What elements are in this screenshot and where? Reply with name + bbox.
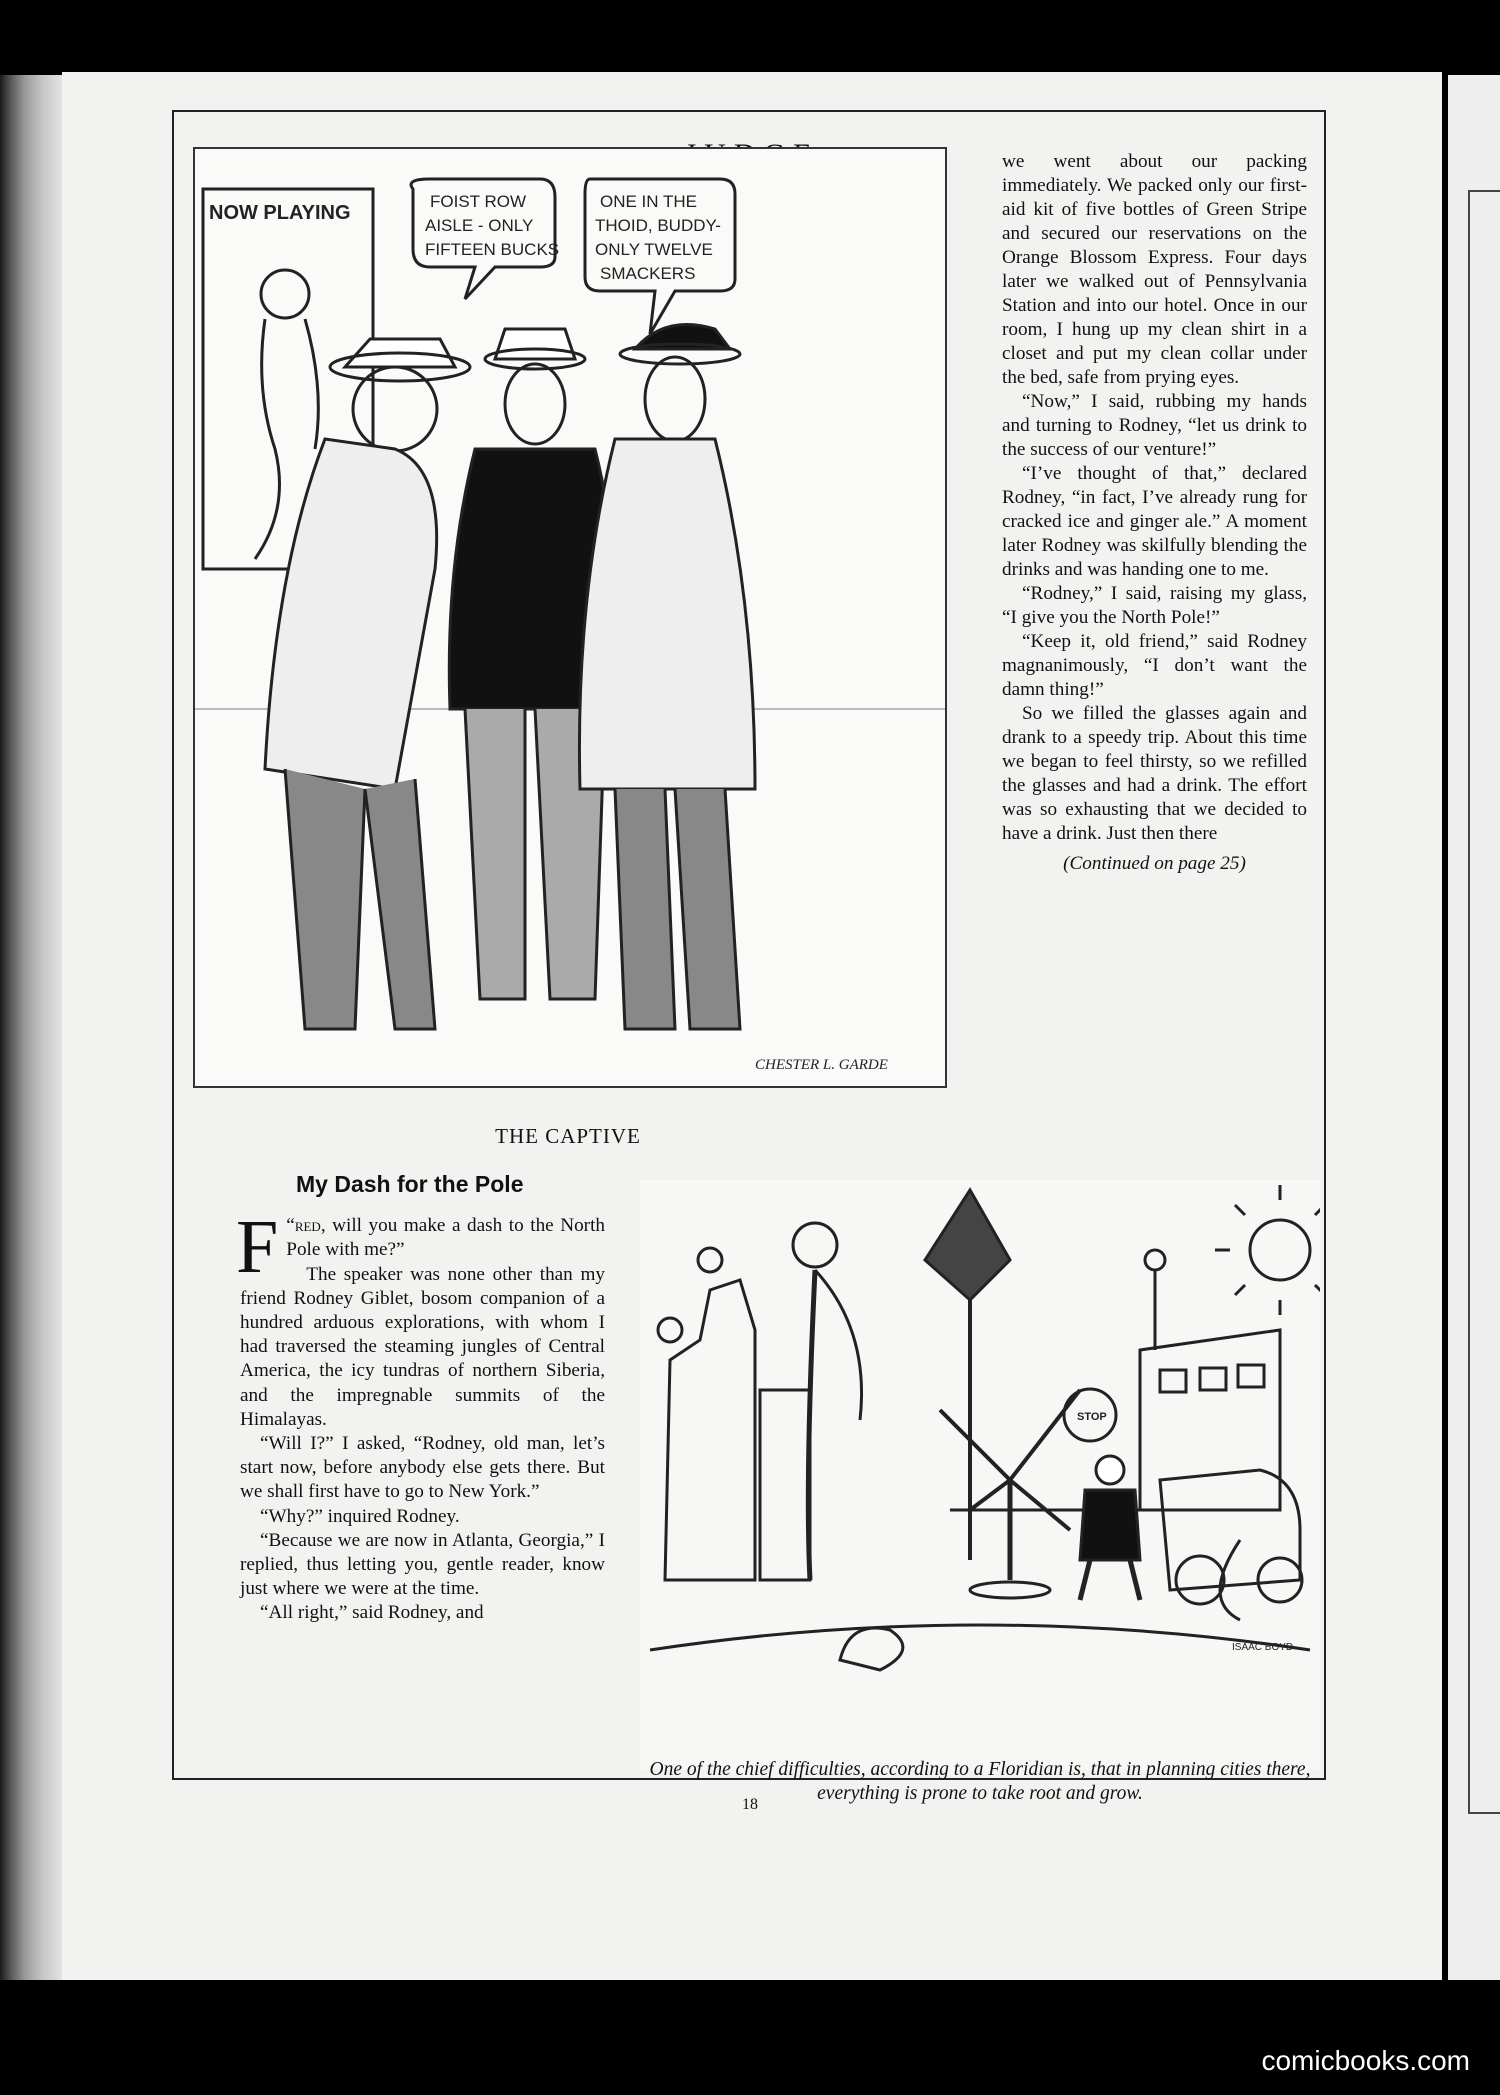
cartoon-caption: THE CAPTIVE [495, 1124, 641, 1148]
right-text-column [1002, 150, 1307, 876]
bubble-left-line-2: AISLE - ONLY [425, 216, 534, 235]
bubble-right-line-1: ONE IN THE [600, 192, 697, 211]
article-my-dash-for-the-pole [236, 1171, 605, 1626]
artist-signature: CHESTER L. GARDE [755, 1057, 888, 1073]
first-word: red, [294, 1215, 326, 1237]
cartoon-the-captive [193, 147, 947, 1088]
paragraph: “Will I?” I asked, “Rodney, old man, let’s start now, before anybody else gets there. But we shall first have to go to New York.” [240, 1433, 605, 1503]
bubble-left-line-1: FOIST ROW [430, 192, 527, 211]
paragraph: “Keep it, old friend,” said Rodney magnanimously, “I don’t want the damn thing!” [1002, 631, 1307, 700]
paragraph: The speaker was none other than my friend Rodney Giblet, bosom companion of a hundred arduous explorations, with whom I had traversed the steaming jungles of Central America, the icy tundras of northern Siberia, and the impregnable summits of the Himalayas. [240, 1263, 605, 1430]
cartoon-florida-city [640, 1180, 1320, 1770]
drop-cap: F [236, 1205, 279, 1290]
artist-signature: ISAAC BOYD [1232, 1642, 1294, 1653]
cartoon-illustration [195, 149, 945, 1086]
first-paragraph-text: will you make a dash to the North Pole with me?” [286, 1215, 605, 1261]
bubble-right-line-4: SMACKERS [600, 264, 696, 283]
bubble-right-line-3: ONLY TWELVE [595, 240, 713, 259]
cartoon-caption: One of the chief difficulties, according to a Floridian is, that in planning cities there, everything is prone to take root and grow. [649, 1759, 1311, 1804]
stop-sign-text: STOP [1077, 1411, 1107, 1423]
paragraph: “Rodney,” I said, raising my glass, “I give you the North Pole!” [1002, 583, 1307, 628]
paragraph: “All right,” said Rodney, and [260, 1602, 484, 1624]
paragraph: “Because we are now in Atlanta, Georgia,” I replied, thus letting you, gentle reader, know just where we were at the time. [240, 1529, 605, 1600]
watermark: comicbooks.com [1261, 2045, 1470, 2076]
bubble-right-line-2: THOID, BUDDY- [595, 216, 721, 235]
paragraph: “ F red, will you make a dash to the North Pole with me?” [236, 1205, 605, 1290]
paragraph: So we filled the glasses again and drank to a speedy trip. About this time we began to feel thirsty, so we refilled the glasses and had a drink. The effort was so exhausting that we decided to have a drink. Just then there [1002, 703, 1307, 844]
poster-sign: NOW PLAYING [209, 202, 351, 224]
article-title: My Dash for the Pole [296, 1171, 524, 1197]
paragraph: “I’ve thought of that,” declared Rodney, “in fact, I’ve already rung for cracked ice and ginger ale.” A moment later Rodney was skilfully blending the drinks and was handing one to me. [1002, 463, 1307, 580]
paragraph: “Why?” inquired Rodney. [260, 1505, 460, 1527]
adjacent-page-edge [1448, 75, 1500, 1980]
book-spine [0, 75, 62, 1980]
cartoon-illustration [640, 1180, 1320, 1755]
bubble-left-line-3: FIFTEEN BUCKS [425, 240, 560, 259]
continued-note: (Continued on page 25) [1063, 853, 1246, 874]
page-number: 18 [742, 1796, 758, 1813]
paragraph: “Now,” I said, rubbing my hands and turning to Rodney, “let us drink to the success of our venture!” [1002, 391, 1307, 460]
paragraph: we went about our packing immediately. We packed only our first-aid kit of five bottles of Green Stripe and secured our reservations on the Orange Blossom Express. Four days later we walked out of Pennsylvania Station and into our hotel. Once in our room, I hung up my clean shirt in a closet and put my clean collar under the bed, safe from prying eyes. [1002, 151, 1307, 388]
